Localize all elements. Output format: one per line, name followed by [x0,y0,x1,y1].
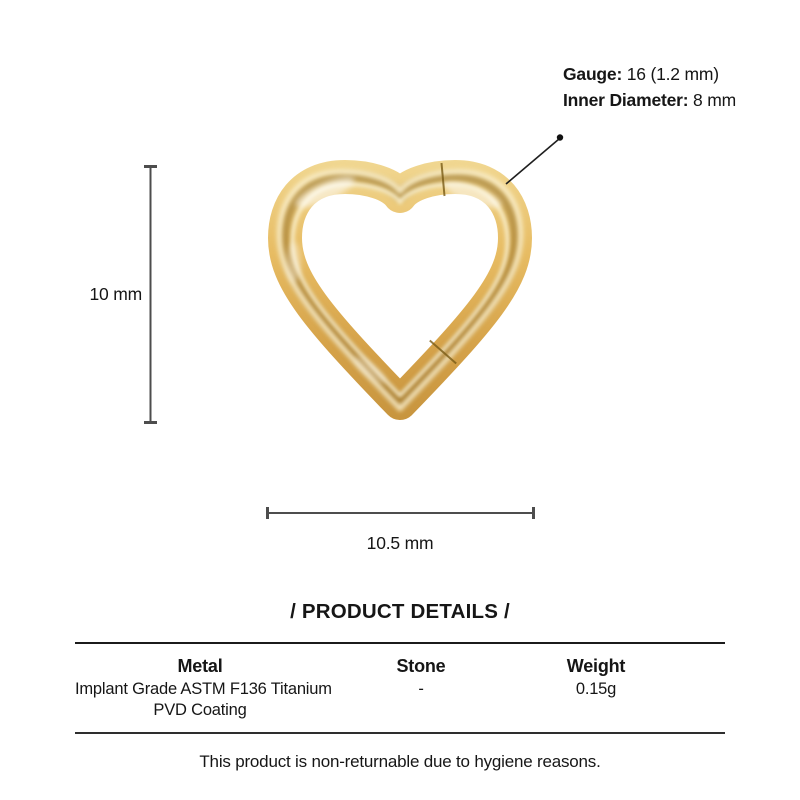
height-measure-line [144,166,157,423]
hygiene-note: This product is non-returnable due to hygiene reasons. [199,752,601,771]
spec-column-metal [75,656,332,732]
weight-value: 0.15g [575,680,617,698]
spec-column-weight [517,656,675,732]
column-header-metal: Metal [177,656,223,676]
width-measure-line [267,507,534,519]
specular-highlight [287,242,301,282]
gauge-value: 16 (1.2 mm) [622,64,719,84]
product-details-heading: / PRODUCT DETAILS / [290,600,510,623]
column-header-weight: Weight [566,656,626,676]
stone-value: - [418,680,424,698]
metal-value-line2: PVD Coating [153,701,247,719]
inner-diameter-value: 8 mm [688,90,736,110]
height-dimension-label: 10 mm [89,284,142,304]
metal-value-line1: Implant Grade ASTM F136 Titanium [75,680,332,698]
callout-pointer [506,134,563,184]
spec-callout [563,61,736,113]
width-dimension-label: 10.5 mm [366,533,434,553]
spec-table [75,642,725,734]
pointer-dot [557,134,563,140]
inner-diameter-label: Inner Diameter: [563,90,689,110]
gauge-line [563,61,736,87]
heart-ring-image [279,163,521,409]
pointer-line [506,139,559,184]
column-header-stone: Stone [396,656,446,676]
inner-diameter-line [563,87,736,113]
gauge-label: Gauge: [563,64,623,84]
spec-column-stone [325,656,517,732]
